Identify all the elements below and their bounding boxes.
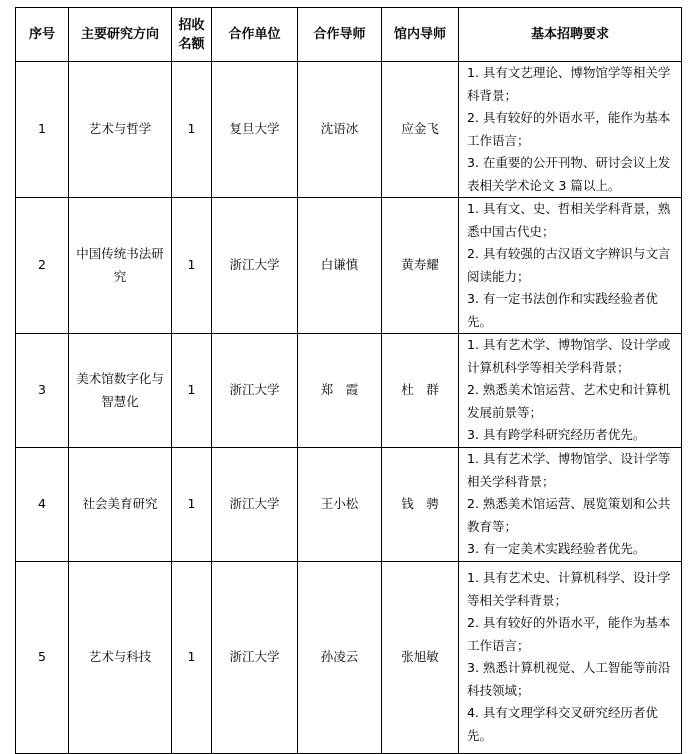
requirement-item: 2. 具有较好的外语水平，能作为基本工作语言； [467, 110, 671, 148]
requirement-item: 2. 具有较好的外语水平，能作为基本工作语言； [467, 615, 671, 653]
row-direction: 艺术与科技 [69, 561, 172, 753]
table-row [16, 198, 682, 334]
row-requirements [459, 198, 682, 334]
row-direction: 社会美育研究 [69, 448, 172, 562]
header-unit: 合作单位 [212, 8, 298, 62]
requirement-item: 1. 具有艺术学、博物馆学、设计学或计算机科学等相关学科背景； [467, 337, 671, 375]
row-direction: 美术馆数字化与智慧化 [69, 334, 172, 448]
requirement-item: 1. 具有艺术史、计算机科学、设计学等相关学科背景； [467, 570, 671, 608]
row-index: 1 [16, 62, 69, 198]
header-quota-line2: 名额 [178, 36, 205, 52]
row-index: 4 [16, 448, 69, 562]
row-unit: 浙江大学 [212, 448, 298, 562]
table-row [16, 62, 682, 198]
row-index: 5 [16, 561, 69, 753]
header-quota-line1: 招收 [178, 17, 205, 33]
table-row [16, 448, 682, 562]
header-requirements: 基本招聘要求 [459, 8, 682, 62]
row-requirements [459, 448, 682, 562]
header-quota [172, 8, 212, 62]
row-requirements [459, 561, 682, 753]
row-quota: 1 [172, 198, 212, 334]
row-quota: 1 [172, 448, 212, 562]
row-unit: 浙江大学 [212, 334, 298, 448]
row-mentor: 沈语冰 [298, 62, 382, 198]
row-direction: 中国传统书法研究 [69, 198, 172, 334]
requirement-item: 2. 熟悉美术馆运营、展览策划和公共教育等； [467, 496, 671, 534]
requirement-item: 3. 有一定书法创作和实践经验者优先。 [467, 291, 658, 329]
requirement-item: 3. 在重要的公开刊物、研讨会议上发表相关学术论文 3 篇以上。 [467, 155, 671, 193]
row-requirements [459, 334, 682, 448]
requirement-item: 1. 具有艺术学、博物馆学、设计学等相关学科背景； [467, 451, 671, 489]
table-row [16, 561, 682, 753]
row-internal-mentor: 钱 骋 [382, 448, 459, 562]
row-internal-mentor: 应金飞 [382, 62, 459, 198]
header-mentor: 合作导师 [298, 8, 382, 62]
requirement-item: 2. 熟悉美术馆运营、艺术史和计算机发展前景等； [467, 382, 671, 420]
row-index: 3 [16, 334, 69, 448]
requirement-item: 1. 具有文艺理论、博物馆学等相关学科背景； [467, 65, 671, 103]
requirement-item: 3. 熟悉计算机视觉、人工智能等前沿科技领域； [467, 660, 671, 698]
row-unit: 浙江大学 [212, 561, 298, 753]
row-internal-mentor: 黄寿耀 [382, 198, 459, 334]
row-requirements [459, 62, 682, 198]
row-unit: 复旦大学 [212, 62, 298, 198]
row-quota: 1 [172, 334, 212, 448]
requirement-item: 3. 具有跨学科研究经历者优先。 [467, 427, 646, 443]
row-mentor: 郑 霞 [298, 334, 382, 448]
row-quota: 1 [172, 561, 212, 753]
row-internal-mentor: 张旭敏 [382, 561, 459, 753]
header-index: 序号 [16, 8, 69, 62]
header-direction: 主要研究方向 [69, 8, 172, 62]
row-mentor: 王小松 [298, 448, 382, 562]
requirement-item: 4. 具有文理学科交叉研究经历者优先。 [467, 705, 658, 743]
header-internal-mentor: 馆内导师 [382, 8, 459, 62]
recruitment-table [15, 7, 682, 754]
row-mentor: 孙凌云 [298, 561, 382, 753]
row-quota: 1 [172, 62, 212, 198]
row-internal-mentor: 杜 群 [382, 334, 459, 448]
requirement-item: 1. 具有文、史、哲相关学科背景，熟悉中国古代史； [467, 201, 671, 239]
header-row [16, 8, 682, 62]
requirement-item: 2. 具有较强的古汉语文字辨识与文言阅读能力； [467, 246, 671, 284]
table-row [16, 334, 682, 448]
row-unit: 浙江大学 [212, 198, 298, 334]
row-mentor: 白谦慎 [298, 198, 382, 334]
row-direction: 艺术与哲学 [69, 62, 172, 198]
row-index: 2 [16, 198, 69, 334]
requirement-item: 3. 有一定美术实践经验者优先。 [467, 541, 646, 556]
